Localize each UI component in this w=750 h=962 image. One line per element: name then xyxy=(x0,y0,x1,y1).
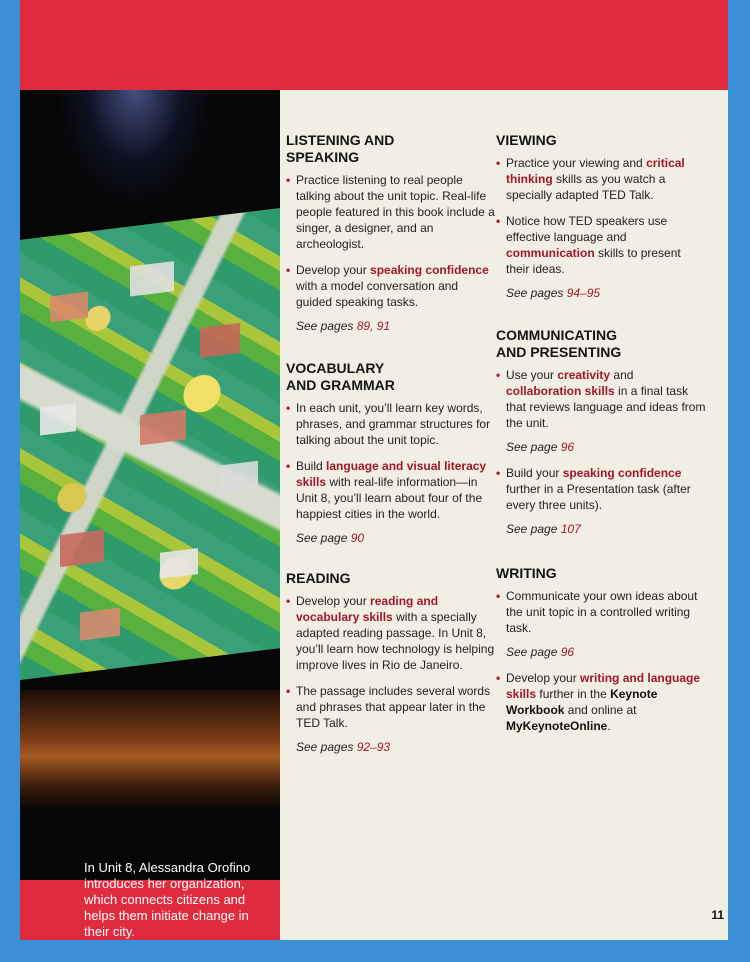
stage-spotlight xyxy=(60,90,210,200)
ted-talk-photo xyxy=(20,90,280,939)
section-heading: WRITING xyxy=(496,565,557,581)
highlight-text: writing and language skills xyxy=(506,671,701,701)
section-listening-speaking xyxy=(286,132,496,334)
highlight-text: speaking confidence xyxy=(562,466,682,480)
see-pages-ref: See page 107 xyxy=(506,522,581,536)
bullet-list xyxy=(496,155,706,277)
bullet-list xyxy=(496,588,706,636)
section-heading: READING xyxy=(286,570,351,586)
section-heading: VIEWING xyxy=(496,132,557,148)
bullet-list xyxy=(286,172,496,310)
highlight-text: reading and vocabulary skills xyxy=(296,594,439,624)
website-name: MyKeynoteOnline xyxy=(506,719,608,733)
bullet-list xyxy=(286,400,496,522)
page-ref-link[interactable]: 96 xyxy=(560,645,575,659)
book-page xyxy=(20,0,728,940)
list-item: • Develop your writing and language skills further in the Keynote Workbook and online at MyKeynoteOnline. xyxy=(496,670,706,734)
highlight-text: communication xyxy=(506,246,595,260)
highlight-text: speaking confidence xyxy=(370,263,489,277)
section-heading: VOCABULARY AND GRAMMAR xyxy=(286,360,395,393)
list-item: • Practice your viewing and critical thinking skills as you watch a specially adapted TED Talk. xyxy=(496,155,706,203)
page-ref-link[interactable]: 96 xyxy=(560,440,575,454)
photo-caption: In Unit 8, Alessandra Orofino introduces her organization, which connects citizens and helps them initiate change in their city. xyxy=(84,860,251,939)
page-number: 11 xyxy=(711,908,724,922)
highlight-text: critical thinking xyxy=(506,156,685,186)
list-item: • Communicate your own ideas about the unit topic in a controlled writing task. xyxy=(496,588,706,636)
section-vocabulary-grammar xyxy=(286,360,496,546)
left-column xyxy=(286,132,496,773)
list-item: • Use your creativity and collaboration skills in a final task that reviews language and ideas from the unit. xyxy=(496,367,706,431)
house-roofs xyxy=(20,208,280,680)
highlight-text: collaboration skills xyxy=(506,384,615,398)
bullet-list xyxy=(496,367,706,431)
list-item: • Develop your speaking confidence with a model conversation and guided speaking tasks. xyxy=(286,262,496,310)
section-communicating-presenting xyxy=(496,327,706,537)
list-item: • Build your speaking confidence further in a Presentation task (after every three units). xyxy=(496,465,706,513)
see-pages-ref: See page 96 xyxy=(506,440,575,454)
page-ref-link[interactable]: 90 xyxy=(350,531,365,545)
section-reading xyxy=(286,570,496,755)
stage-floor xyxy=(20,690,280,810)
see-pages-ref: See page 96 xyxy=(506,645,575,659)
section-writing xyxy=(496,565,706,734)
bullet-list xyxy=(496,670,706,734)
see-pages-ref: See pages 92–93 xyxy=(296,740,391,754)
list-item: • The passage includes several words and phrases that appear later in the TED Talk. xyxy=(286,683,496,731)
page-ref-link[interactable]: 94–95 xyxy=(566,286,601,300)
content-panel xyxy=(280,90,728,940)
see-pages-ref: See pages 94–95 xyxy=(506,286,601,300)
highlight-text: language and visual literacy skills xyxy=(296,459,487,489)
see-pages-ref: See pages 89, 91 xyxy=(296,319,391,333)
highlight-text: creativity xyxy=(557,368,611,382)
list-item: • Practice listening to real people talking about the unit topic. Real-life people featured in this book include a singer, a designer, and an archeologist. xyxy=(286,172,496,252)
section-viewing xyxy=(496,132,706,301)
page-ref-link[interactable]: 107 xyxy=(560,522,581,536)
product-name: Keynote Workbook xyxy=(506,687,658,717)
right-column xyxy=(496,132,706,752)
aerial-city-projection xyxy=(20,208,280,680)
bullet-list xyxy=(496,465,706,513)
bullet-list xyxy=(286,593,496,731)
page-ref-link[interactable]: 89, 91 xyxy=(356,319,391,333)
list-item: • In each unit, you’ll learn key words, phrases, and grammar structures for talking about the unit topic. xyxy=(286,400,496,448)
section-heading: COMMUNICATING AND PRESENTING xyxy=(496,327,622,360)
list-item: • Build language and visual literacy skills with real-life information—in Unit 8, you’ll learn about four of the happiest cities in the world. xyxy=(286,458,496,522)
see-pages-ref: See page 90 xyxy=(296,531,365,545)
page-ref-link[interactable]: 92–93 xyxy=(356,740,391,754)
section-heading: LISTENING AND SPEAKING xyxy=(286,132,395,165)
list-item: • Notice how TED speakers use effective language and communication skills to present their ideas. xyxy=(496,213,706,277)
list-item: • Develop your reading and vocabulary skills with a specially adapted reading passage. In Unit 8, you’ll learn how technology is helping improve lives in Rio de Janeiro. xyxy=(286,593,496,673)
